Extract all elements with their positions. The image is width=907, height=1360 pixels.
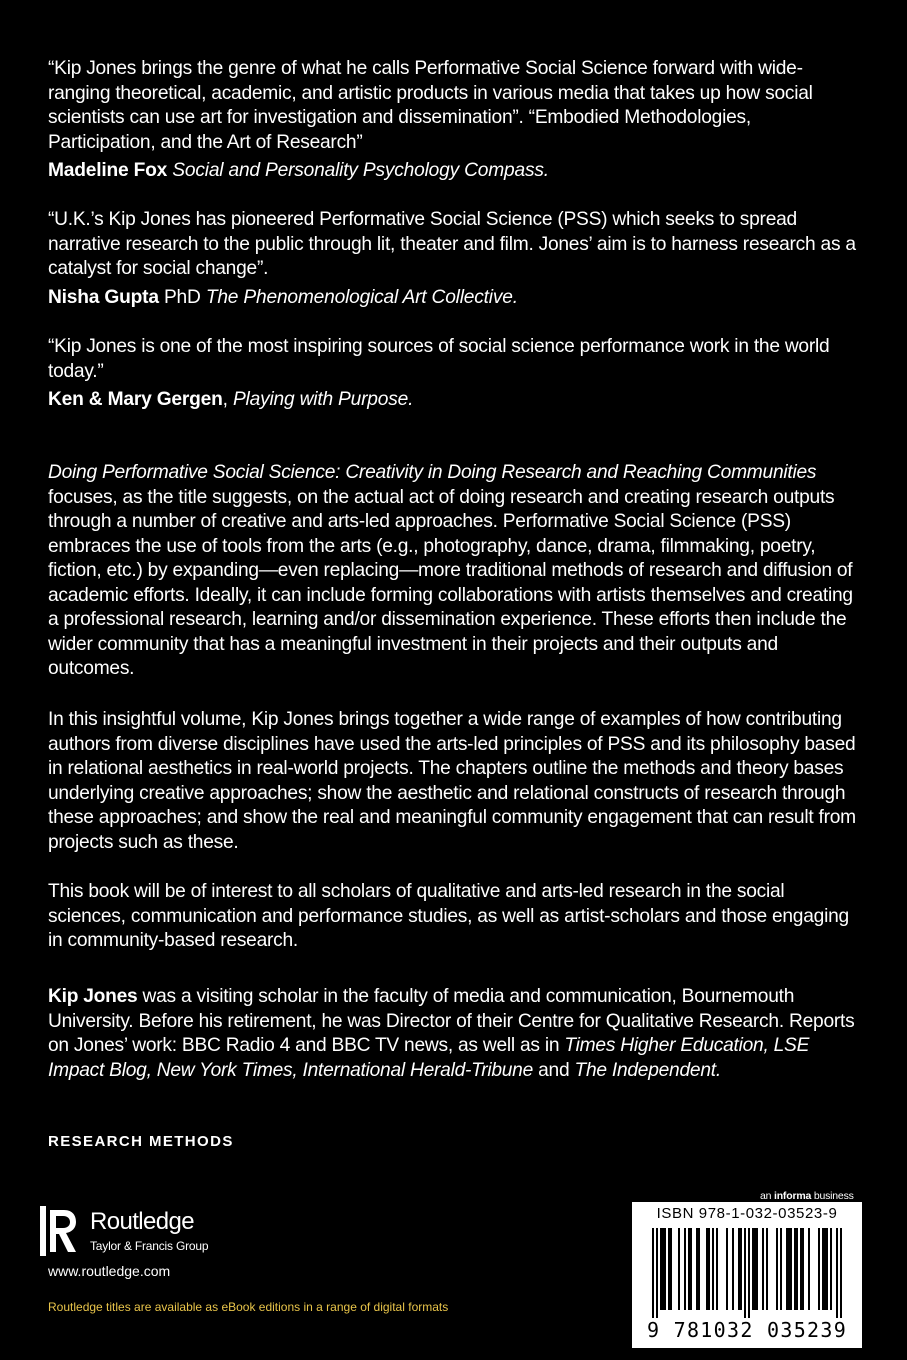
barcode-bar — [678, 1228, 680, 1310]
barcode-bar — [766, 1228, 768, 1310]
barcode-digits: 9 781032 035239 — [646, 1318, 848, 1342]
review-quote-1: “Kip Jones brings the genre of what he calls Performative Social Science forward with wide-ranging theoretical, academic, and artistic products in various media that takes up how social scientists can use art for investigation and dissemination”. “Embodied Methodologies, Participation, and the Art of Research” — [48, 58, 813, 153]
informa-business-label — [760, 1190, 854, 1202]
barcode-bar — [790, 1228, 792, 1310]
review-attribution-3 — [48, 388, 413, 412]
author-bio-text-1: was a visiting scholar in the faculty of media and communication, Bournemouth University. Before his retirement, he was Director of their Centre for Qualitative Research. Reports on Jones’ work: BBC Radio 4 and BBC TV news, as well as in — [48, 986, 855, 1056]
barcode-bar — [670, 1228, 672, 1310]
reviewer-name-3: Ken & Mary Gergen — [48, 389, 223, 410]
barcode-bar — [840, 1228, 842, 1318]
barcode-bar — [800, 1228, 802, 1310]
barcode-bar — [748, 1228, 750, 1318]
author-name: Kip Jones — [48, 986, 138, 1007]
review-source-3: Playing with Purpose. — [232, 389, 414, 410]
barcode-bar — [706, 1228, 708, 1310]
review-source-2: The Phenomenological Art Collective. — [205, 287, 518, 308]
author-bio-italic-1: Times Higher Education, LSE Impact Blog, New York Times, International Herald-Tribune — [48, 1035, 810, 1081]
barcode-bar — [698, 1228, 700, 1310]
description-paragraph-2: In this insightful volume, Kip Jones brings together a wide range of examples of how contributing authors from diverse disciplines have used the arts-led principles of PSS and its philosophy based in relational aesthetics in real-world projects. The chapters outline the methods and theory bases underlying creative approaches; show the aesthetic and relational constructs of research through these approaches; and show the real and meaningful community engagement that can result from projects such as these. — [48, 709, 856, 853]
barcode-bar — [756, 1228, 758, 1310]
barcode-bar — [822, 1228, 824, 1310]
barcode-bar — [818, 1228, 820, 1310]
barcode-bar — [824, 1228, 826, 1310]
description-paragraph-1 — [48, 461, 860, 682]
barcode-bar — [808, 1228, 810, 1310]
review-source-1: Social and Personality Psychology Compass. — [172, 160, 549, 181]
isbn-label: ISBN 978-1-032-03523-9 — [656, 1205, 838, 1222]
barcode-bar — [780, 1228, 782, 1310]
review-attribution-1 — [48, 159, 549, 183]
informa-suffix: business — [811, 1190, 854, 1202]
barcode-bar — [752, 1228, 754, 1310]
barcode-bar — [660, 1228, 662, 1310]
description-text-1: focuses, as the title suggests, on the actual act of doing research and creating research outputs through a number of creative and arts-led approaches. Performative Social Science (PSS) embraces the use of tools from the arts (e.g., photography, dance, drama, filmmaking, poetry, fiction, etc.) by expanding—even replacing—more traditional methods of research and diffusion of academic efforts. Ideally, it can include forming collaborations with artists themselves and creating a professional research, learning and/or dissemination experience. These efforts then include the wider community that has a meaningful investment in their projects and their outputs and outcomes. — [48, 486, 853, 679]
barcode-bar — [796, 1228, 798, 1310]
barcode-bar — [668, 1228, 670, 1310]
barcode-bar — [708, 1228, 710, 1310]
informa-wordmark: informa — [774, 1190, 812, 1202]
barcode-bar — [788, 1228, 790, 1310]
series-label: RESEARCH METHODS — [48, 1133, 234, 1150]
barcode-bar — [786, 1228, 788, 1310]
review-quote-3: “Kip Jones is one of the most inspiring sources of social science performance work in the world today.” — [48, 336, 830, 382]
barcode-bar — [802, 1228, 804, 1310]
barcode-bar — [652, 1228, 654, 1318]
barcode-icon — [646, 1228, 848, 1318]
author-bio-text-2: and — [533, 1059, 575, 1081]
barcode-bar — [726, 1228, 728, 1310]
barcode-bar — [738, 1228, 740, 1310]
routledge-logo-icon — [40, 1206, 80, 1256]
barcode-bar — [826, 1228, 828, 1310]
author-bio-italic-2: The Independent. — [574, 1059, 721, 1081]
publisher-name: Routledge — [90, 1208, 195, 1235]
reviewer-credential-3: , — [222, 389, 233, 410]
barcode-box — [632, 1202, 862, 1348]
publisher-group: Taylor & Francis Group — [90, 1239, 209, 1253]
publisher-url[interactable]: www.routledge.com — [48, 1263, 171, 1279]
informa-prefix: an — [760, 1190, 774, 1202]
description-paragraph-3: This book will be of interest to all scholars of qualitative and arts-led research in the social sciences, communication and performance studies, as well as artist-scholars and those engaging in community-based research. — [48, 881, 849, 951]
author-bio — [48, 985, 860, 1083]
reviewer-name-1: Madeline Fox — [48, 160, 168, 181]
barcode-bar — [662, 1228, 664, 1310]
barcode-bar — [712, 1228, 714, 1310]
barcode-bar — [688, 1228, 690, 1310]
review-attribution-2 — [48, 286, 518, 310]
review-quote-2: “U.K.’s Kip Jones has pioneered Performative Social Science (PSS) which seeks to spread narrative research to the public through lit, theater and film. Jones’ aim is to harness research as a catalyst for social change”. — [48, 209, 856, 279]
reviewer-name-2: Nisha Gupta — [48, 287, 159, 308]
barcode-bar — [836, 1228, 838, 1318]
barcode-bar — [776, 1228, 778, 1310]
barcode-bar — [740, 1228, 742, 1310]
barcode-bar — [732, 1228, 734, 1310]
barcode-bar — [744, 1228, 746, 1318]
barcode-bar — [762, 1228, 764, 1310]
reviewer-credential-2: PhD — [158, 287, 206, 308]
barcode-bar — [684, 1228, 686, 1310]
barcode-bar — [794, 1228, 796, 1310]
ebook-note: Routledge titles are available as eBook editions in a range of digital formats — [48, 1300, 449, 1314]
barcode-bar — [690, 1228, 692, 1310]
barcode-bar — [696, 1228, 698, 1310]
barcode-bar — [830, 1228, 832, 1310]
barcode-bar — [664, 1228, 666, 1310]
book-title: Doing Performative Social Science: Creativity in Doing Research and Reaching Communities — [48, 462, 817, 483]
barcode-bar — [754, 1228, 756, 1310]
barcode-bar — [716, 1228, 718, 1310]
barcode-bar — [656, 1228, 658, 1318]
